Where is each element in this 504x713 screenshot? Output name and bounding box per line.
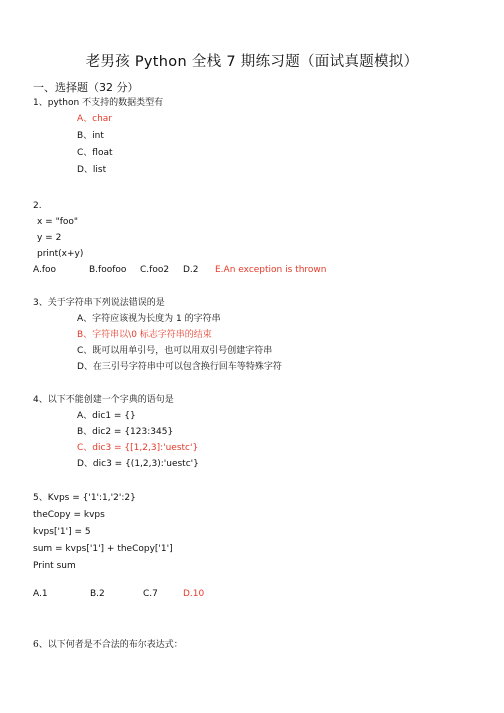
- q4-option-c: C、dic3 = {[1,2,3]:'uestc'}: [77, 443, 199, 453]
- question-4: 4、以下不能创建一个字典的语句是: [33, 395, 174, 405]
- q5-code-line-4: sum = kvps['1'] + theCopy['1']: [33, 544, 173, 554]
- q2-code-line-3: print(x+y): [37, 249, 84, 259]
- q1-option-c: C、float: [77, 148, 113, 158]
- q2-code-line-1: x = "foo": [37, 217, 79, 227]
- q3-option-c: C、既可以用单引号，也可以用双引号创建字符串: [77, 346, 273, 356]
- section-heading: 一、选择题（32 分）: [33, 81, 139, 94]
- q5-option-d: D.10: [183, 589, 205, 599]
- q2-option-d: D.2: [183, 265, 199, 275]
- question-3: 3、关于字符串下列说法错误的是: [33, 298, 165, 308]
- q5-option-c: C.7: [143, 589, 158, 599]
- q2-option-b: B.foofoo: [89, 265, 127, 275]
- q4-option-a: A、dic1 = {}: [77, 411, 136, 421]
- q1-option-d: D、list: [77, 165, 107, 175]
- q5-code-line-3: kvps['1'] = 5: [33, 527, 91, 537]
- q3-option-b: B、字符串以\0 标志字符串的结束: [77, 330, 212, 340]
- page-title: 老男孩 Python 全栈 7 期练习题（面试真题模拟）: [85, 54, 419, 70]
- q3-option-d: D、在三引号字符串中可以包含换行回车等特殊字符: [77, 362, 282, 372]
- q3-option-a: A、字符应该视为长度为 1 的字符串: [77, 314, 221, 324]
- q4-option-d: D、dic3 = {(1,2,3):'uestc'}: [77, 459, 199, 469]
- question-1: 1、python 不支持的数据类型有: [33, 98, 164, 108]
- q5-code-line-2: theCopy = kvps: [33, 510, 105, 520]
- q4-option-b: B、dic2 = {123:345}: [77, 427, 174, 437]
- question-2-number: 2.: [33, 201, 42, 211]
- q2-option-a: A.foo: [33, 265, 57, 275]
- question-6: 6、以下何者是不合法的布尔表达式：: [33, 640, 183, 650]
- question-5: 5、Kvps = {'1':1,'2':2}: [33, 493, 136, 503]
- q1-option-a: A、char: [77, 114, 113, 124]
- q1-option-b: B、int: [77, 131, 104, 141]
- q2-option-e: E.An exception is thrown: [215, 265, 327, 275]
- q5-code-line-5: Print sum: [33, 561, 76, 571]
- q5-option-a: A.1: [33, 589, 48, 599]
- q5-option-b: B.2: [90, 589, 105, 599]
- q2-code-line-2: y = 2: [37, 233, 62, 243]
- q2-option-c: C.foo2: [140, 265, 170, 275]
